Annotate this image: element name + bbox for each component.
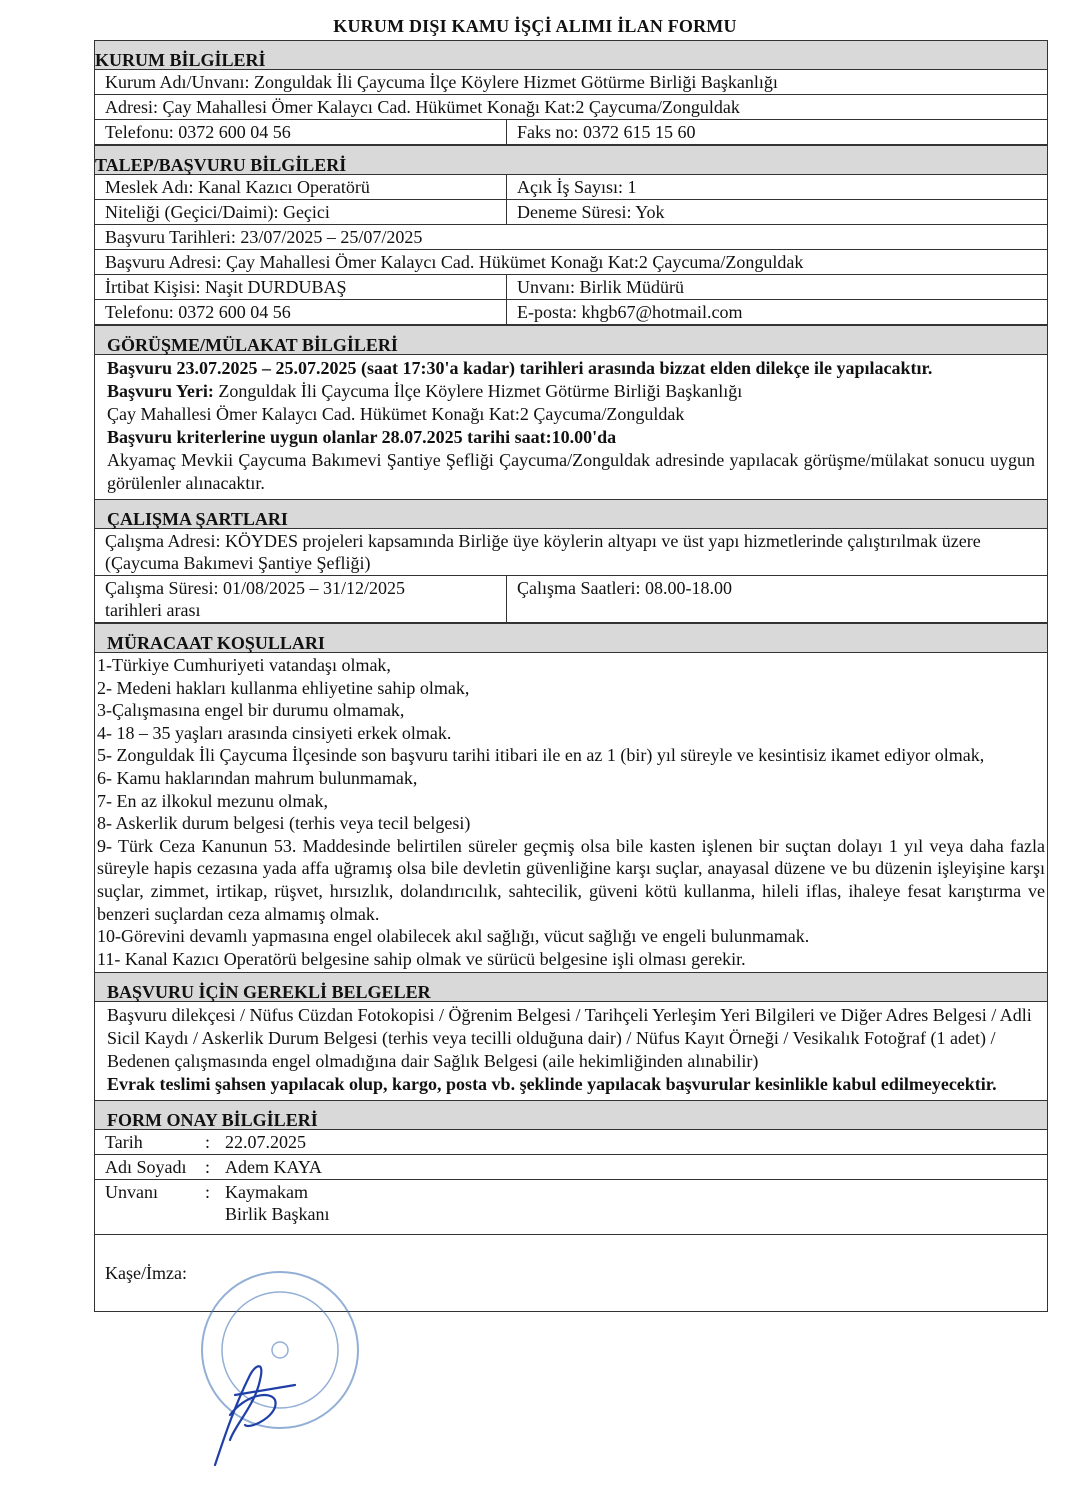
contact-person: İrtibat Kişisi: Naşit DURDUBAŞ	[95, 275, 507, 299]
work-hours: Çalışma Saatleri: 08.00-18.00	[517, 578, 732, 598]
stamp-signature-label: Kaşe/İmza:	[105, 1263, 187, 1284]
profession-row	[95, 175, 1047, 200]
contact-details-row	[95, 300, 1047, 325]
condition-item: 8- Askerlik durum belgesi (terhis veya tecil belgesi)	[97, 813, 471, 834]
interview-application-period: Başvuru 23.07.2025 – 25.07.2025 (saat 17:30'a kadar) tarihleri arasında bizzat elden dilekçe ile yapılacaktır.	[107, 358, 933, 378]
interview-location: Akyamaç Mevkii Çaycuma Bakımevi Şantiye Şefliği Çaycuma/Zonguldak adresinde yapılacak görüşme/mülakat sonucu uygun görülenler alınacaktır.	[107, 450, 1035, 493]
trial-period: Deneme Süresi: Yok	[517, 202, 665, 222]
approval-name: Adı Soyadı : Adem KAYA	[105, 1157, 322, 1178]
interview-info	[95, 355, 1047, 499]
application-dates: Başvuru Tarihleri: 23/07/2025 – 25/07/2025	[105, 227, 423, 247]
condition-item: 7- En az ilkokul mezunu olmak,	[97, 790, 328, 811]
institution-contact-row	[95, 120, 1047, 145]
required-documents	[95, 1002, 1047, 1100]
institution-name-row	[95, 70, 1047, 95]
announcement-form	[94, 40, 1048, 1312]
institution-address-row	[95, 95, 1047, 120]
application-address-row	[95, 250, 1047, 275]
section-heading-interview: GÖRÜŞME/MÜLAKAT BİLGİLERİ	[95, 325, 1047, 355]
open-positions: Açık İş Sayısı: 1	[517, 177, 637, 197]
section-heading-conditions: MÜRACAAT KOŞULLARI	[95, 623, 1047, 653]
condition-item: 4- 18 – 35 yaşları arasında cinsiyeti erkek olmak.	[97, 722, 452, 743]
contact-title: Unvanı: Birlik Müdürü	[517, 277, 684, 297]
interview-application-place: Başvuru Yeri: Zonguldak İli Çaycuma İlçe Köylere Hizmet Götürme Birliği Başkanlığı	[107, 381, 743, 401]
institution-address: Adresi: Çay Mahallesi Ömer Kalaycı Cad. Hükümet Konağı Kat:2 Çaycuma/Zonguldak	[105, 97, 740, 117]
condition-item: 11- Kanal Kazıcı Operatörü belgesine sahip olmak ve sürücü belgesine işli olması gerekir.	[97, 948, 746, 969]
application-dates-row	[95, 225, 1047, 250]
job-nature: Niteliği (Geçici/Daimi): Geçici	[95, 200, 507, 224]
application-address: Başvuru Adresi: Çay Mahallesi Ömer Kalaycı Cad. Hükümet Konağı Kat:2 Çaycuma/Zonguldak	[105, 252, 804, 272]
institution-fax: Faks no: 0372 615 15 60	[517, 122, 696, 142]
approval-title: Unvanı : Kaymakam Birlik Başkanı	[105, 1182, 330, 1225]
institution-name: Kurum Adı/Unvanı: Zonguldak İli Çaycuma İlçe Köylere Hizmet Götürme Birliği Başkanlığı	[105, 72, 778, 92]
condition-item: 3-Çalışmasına engel bir durumu olmamak,	[97, 700, 405, 721]
work-period-row	[95, 576, 1047, 623]
contact-person-row	[95, 275, 1047, 300]
section-heading-documents: BAŞVURU İÇİN GEREKLİ BELGELER	[95, 972, 1047, 1002]
form-title: KURUM DIŞI KAMU İŞÇİ ALIMI İLAN FORMU	[333, 16, 737, 36]
condition-item: 10-Görevini devamlı yapmasına engel olabilecek akıl sağlığı, vücut sağlığı ve engeli bulunmamak.	[97, 926, 810, 947]
signature-icon	[215, 1366, 295, 1465]
section-heading-institution: KURUM BİLGİLERİ	[95, 41, 1047, 70]
approval-info	[95, 1130, 1047, 1311]
condition-item: 9- Türk Ceza Kanunun 53. Maddesinde belirtilen süreler geçmiş olsa bile kasten işlenen bir suçtan dolayı 1 yıl veya daha fazla süreyle hapis cezasına yada affa uğramış olsa bile devletin güvenliğine karşı suçlar, anayasal düzene ve bu düzenin işleyişine karşı suçlar, zimmet, irtikap, rüşvet, hırsızlık, dolandırıcılık, sahtecilik, güveni kötü kullanma, hileli iflas, ihaleye fesat karıştırma ve benzeri suçlardan ceza almamış olmak.	[97, 835, 1045, 924]
condition-item: 2- Medeni hakları kullanma ehliyetine sahip olmak,	[97, 677, 470, 698]
contact-phone: Telefonu: 0372 600 04 56	[95, 300, 507, 324]
approval-date-row	[95, 1130, 1047, 1155]
institution-phone: Telefonu: 0372 600 04 56	[95, 120, 507, 144]
profession-name: Meslek Adı: Kanal Kazıcı Operatörü	[95, 175, 507, 199]
section-heading-approval: FORM ONAY BİLGİLERİ	[95, 1100, 1047, 1130]
interview-address: Çay Mahallesi Ömer Kalaycı Cad. Hükümet Konağı Kat:2 Çaycuma/Zonguldak	[107, 404, 685, 424]
condition-item: 6- Kamu haklarından mahrum bulunmamak,	[97, 767, 418, 788]
approval-title-row	[95, 1180, 1047, 1235]
condition-item: 5- Zonguldak İli Çaycuma İlçesinde son başvuru tarihi itibari ile en az 1 (bir) yıl süreyle ve kesintisiz ikamet ediyor olmak,	[97, 745, 985, 766]
contact-email: E-posta: khgb67@hotmail.com	[517, 302, 743, 322]
nature-row	[95, 200, 1047, 225]
work-address-row	[95, 529, 1047, 576]
work-address: Çalışma Adresi: KÖYDES projeleri kapsamında Birliğe üye köylerin altyapı ve üst yapı hizmetlerinde çalıştırılmak üzere (Çaycuma Bakımevi Şantiye Şefliği)	[105, 531, 981, 573]
work-period: Çalışma Süresi: 01/08/2025 – 31/12/2025 tarihleri arası	[95, 576, 507, 622]
documents-list: Başvuru dilekçesi / Nüfus Cüzdan Fotokopisi / Öğrenim Belgesi / Tarihçeli Yerleşim Yeri Bilgileri ve Diğer Adres Belgesi / Adli Sicil Kaydı / Askerlik Durum Belgesi (terhis veya tecilli olduğuna dair) / Nüfus Kayıt Örneği / Vesikalık Fotoğraf (1 adet) / Bedenen çalışmasında engel olmadığına dair Sağlık Belgesi (aile hekimliğinden alınabilir)	[107, 1005, 1032, 1072]
condition-item: 1-Türkiye Cumhuriyeti vatandaşı olmak,	[97, 655, 391, 675]
approval-stamp-row	[95, 1235, 1047, 1311]
section-heading-application: TALEP/BAŞVURU BİLGİLERİ	[95, 145, 1047, 175]
conditions-list	[95, 653, 1047, 972]
interview-date: Başvuru kriterlerine uygun olanlar 28.07.2025 tarihi saat:10.00'da	[107, 427, 617, 447]
documents-note: Evrak teslimi şahsen yapılacak olup, kargo, posta vb. şeklinde yapılacak başvurular kesinlikle kabul edilmeyecektir.	[107, 1074, 997, 1095]
section-heading-work-conditions: ÇALIŞMA ŞARTLARI	[95, 499, 1047, 529]
approval-name-row	[95, 1155, 1047, 1180]
approval-date: Tarih : 22.07.2025	[105, 1132, 306, 1153]
